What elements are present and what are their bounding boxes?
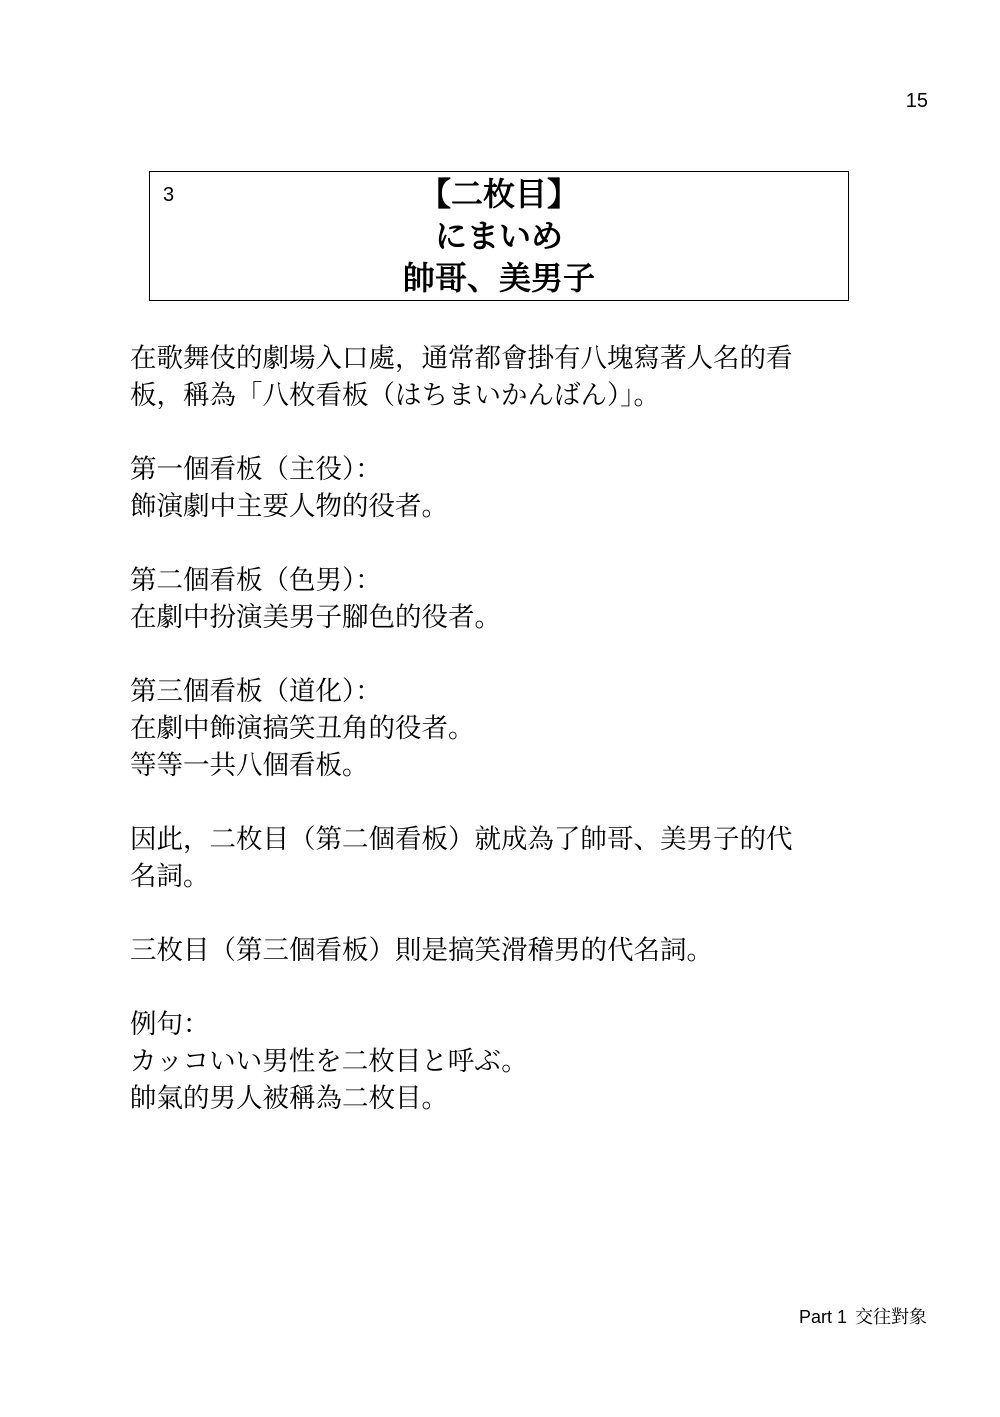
text-line: 名詞。 [130,861,210,892]
paragraph-example [130,1006,850,1117]
text-line: 在劇中飾演搞笑丑角的役者。 [130,713,475,744]
paragraph-first-board [130,451,850,525]
paragraph-intro [130,340,850,414]
text-line: 例句： [130,1009,210,1040]
text-line: 在劇中扮演美男子腳色的役者。 [130,602,501,633]
body-text [130,340,850,1154]
entry-header-box [149,171,849,301]
text-line: 板，稱為「八枚看板（はちまいかんばん）」。 [130,380,660,411]
text-line: 第三個看板（道化）： [130,676,382,707]
entry-number: 3 [163,184,175,206]
example-sentence-translation: 帥氣的男人被稱為二枚目。 [130,1083,448,1114]
footer-chapter: 交往對象 [855,1307,927,1328]
paragraph-third-board [130,673,850,784]
entry-title-meaning: 帥哥、美男子 [402,259,595,297]
text-line: 第一個看板（主役）： [130,454,382,485]
paragraph-conclusion [130,821,850,895]
paragraph-sanmaime [130,932,850,969]
entry-title-kanji: 【二枚目】 [418,175,579,213]
text-line: 三枚目（第三個看板）則是搞笑滑稽男的代名詞。 [130,935,713,966]
text-line: 因此，二枚目（第二個看板）就成為了帥哥、美男子的代 [130,824,793,855]
text-line: 等等一共八個看板。 [130,750,369,781]
page-footer [799,1303,927,1329]
text-line: 在歌舞伎的劇場入口處，通常都會掛有八塊寫著人名的看 [130,343,793,374]
text-line: 飾演劇中主要人物的役者。 [130,491,448,522]
paragraph-second-board [130,562,850,636]
example-sentence-japanese: カッコいい男性を二枚目と呼ぶ。 [130,1046,528,1077]
page-number: 15 [905,90,928,112]
entry-title-reading: にまいめ [434,217,563,255]
footer-part: Part 1 [798,1307,847,1327]
text-line: 第二個看板（色男）： [130,565,382,596]
